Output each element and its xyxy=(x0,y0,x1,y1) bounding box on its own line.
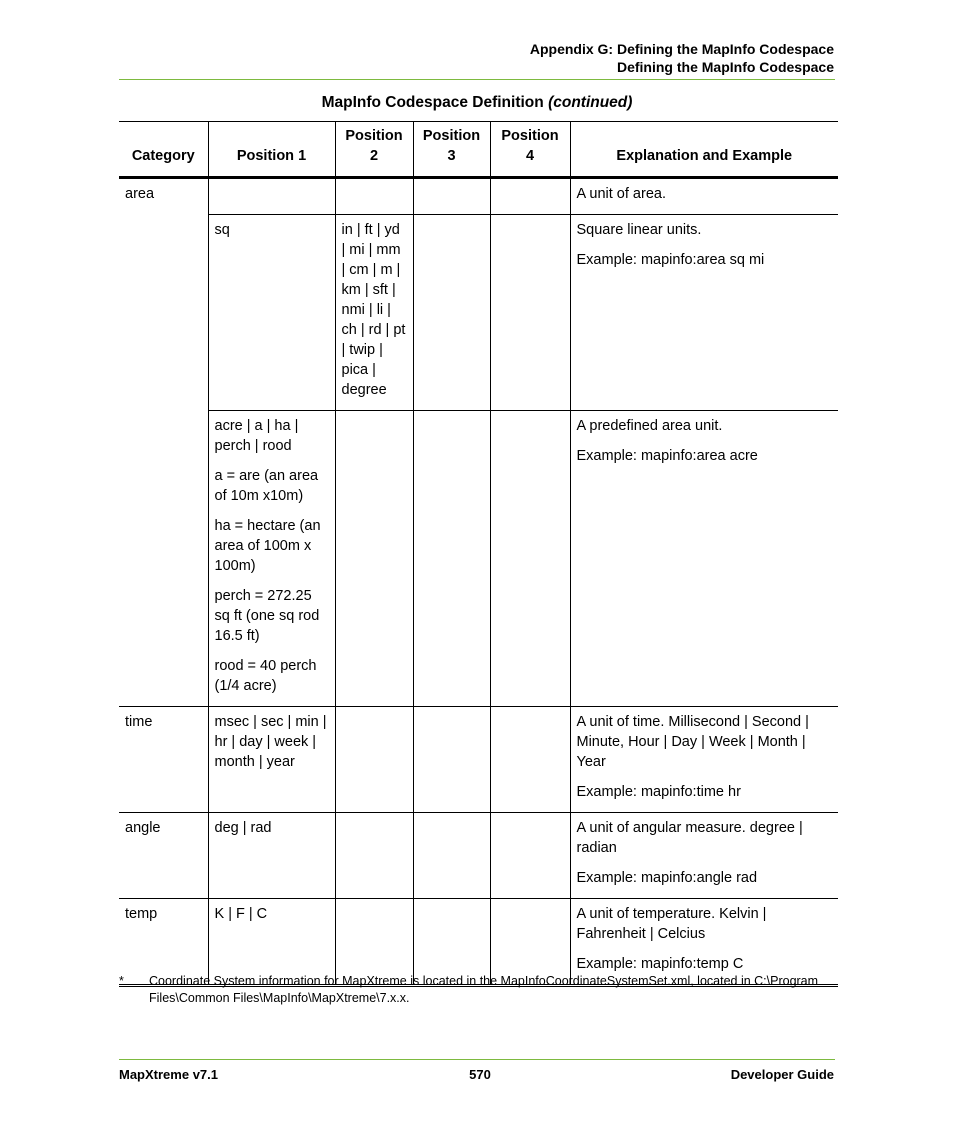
footnote-text: Coordinate System information for MapXtreme is located in the MapInfoCoordinateSystemSet.xml, located in C:\Program Files\Common Files\MapInfo\MapXtreme\7.x.x. xyxy=(149,974,819,1005)
header-position-4: Position 4 xyxy=(490,122,570,178)
position-1-text: acre | a | ha | perch | rood xyxy=(214,418,299,454)
position-1-text: deg | rad xyxy=(214,820,272,836)
position-3-cell xyxy=(413,411,490,707)
position-3-cell xyxy=(413,215,490,411)
table-row xyxy=(119,178,838,215)
position-1-cell xyxy=(208,411,335,707)
position-2-cell: in | ft | yd | mi | mm | cm | m | km | sft | nmi | li | ch | rd | pt | twip | pica | degree xyxy=(335,215,413,411)
position-1-text: K | F | C xyxy=(214,906,268,922)
caption-suffix: (continued) xyxy=(548,94,633,111)
position-1-note: rood = 40 perch (1/4 acre) xyxy=(214,658,317,694)
explanation-cell xyxy=(570,813,838,899)
caption-title: MapInfo Codespace Definition xyxy=(321,94,544,111)
position-1-note: a = are (an area of 10m x10m) xyxy=(214,468,319,504)
example-text: Example: mapinfo:temp C xyxy=(576,956,744,972)
table-header-row xyxy=(119,122,838,178)
position-4-cell xyxy=(490,411,570,707)
table-caption xyxy=(119,93,835,113)
position-2-cell xyxy=(335,707,413,813)
header-position-2: Position 2 xyxy=(335,122,413,178)
position-1-cell xyxy=(208,707,335,813)
position-1-text: msec | sec | min | hr | day | week | month | year xyxy=(214,714,327,770)
position-4-cell xyxy=(490,215,570,411)
table-row xyxy=(119,215,838,411)
explanation-cell xyxy=(570,178,838,215)
footer-guide: Developer Guide xyxy=(730,1067,834,1082)
explanation-text: A unit of angular measure. degree | radian xyxy=(576,820,803,856)
running-header-chapter: Appendix G: Defining the MapInfo Codespace xyxy=(529,41,834,57)
category-cell: angle xyxy=(119,813,208,899)
position-2-cell xyxy=(335,178,413,215)
footer-rule xyxy=(119,1059,835,1060)
explanation-cell xyxy=(570,411,838,707)
page-number: 570 xyxy=(469,1067,491,1082)
explanation-cell xyxy=(570,215,838,411)
footer-product: MapXtreme v7.1 xyxy=(119,1067,218,1082)
position-1-cell xyxy=(208,215,335,411)
position-4-cell xyxy=(490,813,570,899)
explanation-text: Square linear units. xyxy=(576,222,702,238)
explanation-text: A unit of time. Millisecond | Second | Minute, Hour | Day | Week | Month | Year xyxy=(576,714,809,770)
category-cell: area xyxy=(125,186,155,202)
position-1-note: perch = 272.25 sq ft (one sq rod 16.5 ft) xyxy=(214,588,320,644)
position-1-note: ha = hectare (an area of 100m x 100m) xyxy=(214,518,321,574)
position-3-cell xyxy=(413,178,490,215)
header-position-1: Position 1 xyxy=(208,122,335,178)
position-1-cell xyxy=(208,178,335,215)
category-cell: time xyxy=(119,707,208,813)
header-category: Category xyxy=(119,122,208,178)
position-4-cell xyxy=(490,178,570,215)
header-position-3: Position 3 xyxy=(413,122,490,178)
position-2-cell xyxy=(335,813,413,899)
position-1-cell xyxy=(208,813,335,899)
position-4-cell xyxy=(490,707,570,813)
explanation-text: A unit of temperature. Kelvin | Fahrenheit | Celcius xyxy=(576,906,767,942)
position-3-cell xyxy=(413,707,490,813)
example-text: Example: mapinfo:area acre xyxy=(576,448,758,464)
header-rule xyxy=(119,79,835,80)
table-row xyxy=(119,411,838,707)
example-text: Example: mapinfo:time hr xyxy=(576,784,741,800)
example-text: Example: mapinfo:area sq mi xyxy=(576,252,765,268)
example-text: Example: mapinfo:angle rad xyxy=(576,870,758,886)
explanation-text: A predefined area unit. xyxy=(576,418,723,434)
position-3-cell xyxy=(413,813,490,899)
footnote-marker: * xyxy=(119,974,124,988)
running-header-section: Defining the MapInfo Codespace xyxy=(616,59,834,75)
position-2-cell xyxy=(335,411,413,707)
position-1-text: sq xyxy=(214,222,230,238)
table-row xyxy=(119,813,838,899)
codespace-table xyxy=(119,121,838,987)
explanation-text: A unit of area. xyxy=(576,186,666,202)
table-row xyxy=(119,707,838,813)
header-explanation: Explanation and Example xyxy=(570,122,838,178)
category-cell: temp xyxy=(119,899,208,986)
explanation-cell xyxy=(570,707,838,813)
